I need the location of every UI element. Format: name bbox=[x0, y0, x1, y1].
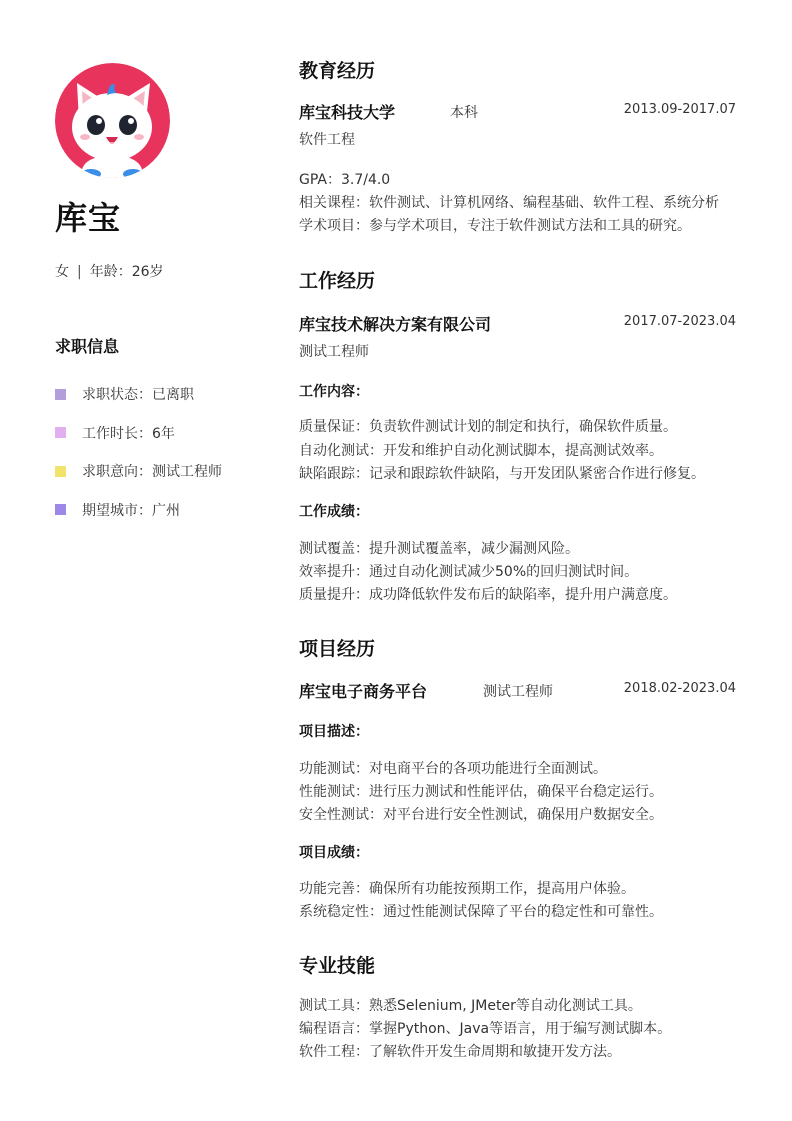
project-name: 库宝电子商务平台 bbox=[299, 682, 428, 701]
education-line: 相关课程：软件测试、计算机网络、编程基础、软件工程、系统分析 bbox=[299, 195, 719, 211]
basic-info bbox=[55, 261, 164, 281]
work-achievements-title: 工作成绩： bbox=[299, 504, 369, 520]
education-title: 教育经历 bbox=[299, 60, 376, 82]
project-desc-line: 安全性测试：对平台进行安全性测试，确保用户数据安全。 bbox=[299, 807, 663, 823]
education-header bbox=[299, 100, 736, 122]
work-title: 工作经历 bbox=[299, 270, 376, 292]
candidate-name: 库宝 bbox=[55, 199, 122, 237]
project-header bbox=[299, 679, 736, 701]
major: 软件工程 bbox=[299, 132, 355, 148]
job-info-item bbox=[55, 384, 222, 404]
education-date: 2013.09-2017.07 bbox=[623, 102, 736, 117]
job-info-item bbox=[55, 500, 222, 520]
expected-city: 期望城市：广州 bbox=[82, 502, 180, 519]
education-line: 学术项目：参与学术项目，专注于软件测试方法和工具的研究。 bbox=[299, 218, 691, 234]
skill-line: 软件工程：了解软件开发生命周期和敏捷开发方法。 bbox=[299, 1044, 621, 1060]
work-achievement-line: 质量提升：成功降低软件发布后的缺陷率，提升用户满意度。 bbox=[299, 587, 677, 603]
work-achievement-line: 效率提升：通过自动化测试减少50%的回归测试时间。 bbox=[299, 564, 639, 580]
project-desc-line: 性能测试：进行压力测试和性能评估，确保平台稳定运行。 bbox=[299, 784, 663, 800]
work-years: 工作时长：6年 bbox=[82, 425, 175, 442]
cat-mascot-icon bbox=[55, 63, 170, 178]
work-content-title: 工作内容： bbox=[299, 384, 369, 400]
work-date: 2017.07-2023.04 bbox=[623, 314, 736, 329]
square-bullet-icon bbox=[55, 504, 66, 515]
age: 年龄：26岁 bbox=[89, 264, 164, 280]
work-role: 测试工程师 bbox=[299, 344, 369, 360]
skill-line: 编程语言：掌握Python、Java等语言，用于编写测试脚本。 bbox=[299, 1021, 672, 1037]
project-desc-title: 项目描述： bbox=[299, 724, 369, 740]
job-info-list bbox=[55, 384, 222, 538]
school-name: 库宝科技大学 bbox=[299, 103, 396, 122]
gender: 女 bbox=[55, 264, 69, 280]
job-intention: 求职意向：测试工程师 bbox=[82, 464, 222, 480]
separator: | bbox=[77, 264, 82, 280]
work-content-line: 质量保证：负责软件测试计划的制定和执行，确保软件质量。 bbox=[299, 419, 677, 435]
skill-line: 测试工具：熟悉Selenium, JMeter等自动化测试工具。 bbox=[299, 998, 642, 1014]
project-date: 2018.02-2023.04 bbox=[623, 681, 736, 696]
project-desc-line: 功能测试：对电商平台的各项功能进行全面测试。 bbox=[299, 761, 607, 777]
education-line: GPA：3.7/4.0 bbox=[299, 172, 391, 188]
project-results-title: 项目成绩： bbox=[299, 845, 369, 861]
square-bullet-icon bbox=[55, 466, 66, 477]
job-status: 求职状态：已离职 bbox=[82, 387, 194, 403]
work-achievement-line: 测试覆盖：提升测试覆盖率，减少漏测风险。 bbox=[299, 541, 579, 557]
job-info-title: 求职信息 bbox=[55, 337, 120, 356]
job-info-item bbox=[55, 461, 222, 481]
work-content-line: 自动化测试：开发和维护自动化测试脚本，提高测试效率。 bbox=[299, 443, 663, 459]
square-bullet-icon bbox=[55, 389, 66, 400]
project-title: 项目经历 bbox=[299, 638, 376, 660]
work-content-line: 缺陷跟踪：记录和跟踪软件缺陷，与开发团队紧密合作进行修复。 bbox=[299, 466, 705, 482]
job-info-item bbox=[55, 423, 222, 443]
square-bullet-icon bbox=[55, 427, 66, 438]
project-role: 测试工程师 bbox=[483, 684, 553, 700]
sidebar bbox=[0, 0, 270, 1121]
skills-title: 专业技能 bbox=[299, 955, 376, 977]
work-header bbox=[299, 312, 736, 334]
company-name: 库宝技术解决方案有限公司 bbox=[299, 315, 492, 334]
avatar bbox=[55, 63, 170, 178]
project-result-line: 系统稳定性：通过性能测试保障了平台的稳定性和可靠性。 bbox=[299, 904, 663, 920]
degree: 本科 bbox=[450, 105, 478, 121]
project-result-line: 功能完善：确保所有功能按预期工作，提高用户体验。 bbox=[299, 881, 635, 897]
